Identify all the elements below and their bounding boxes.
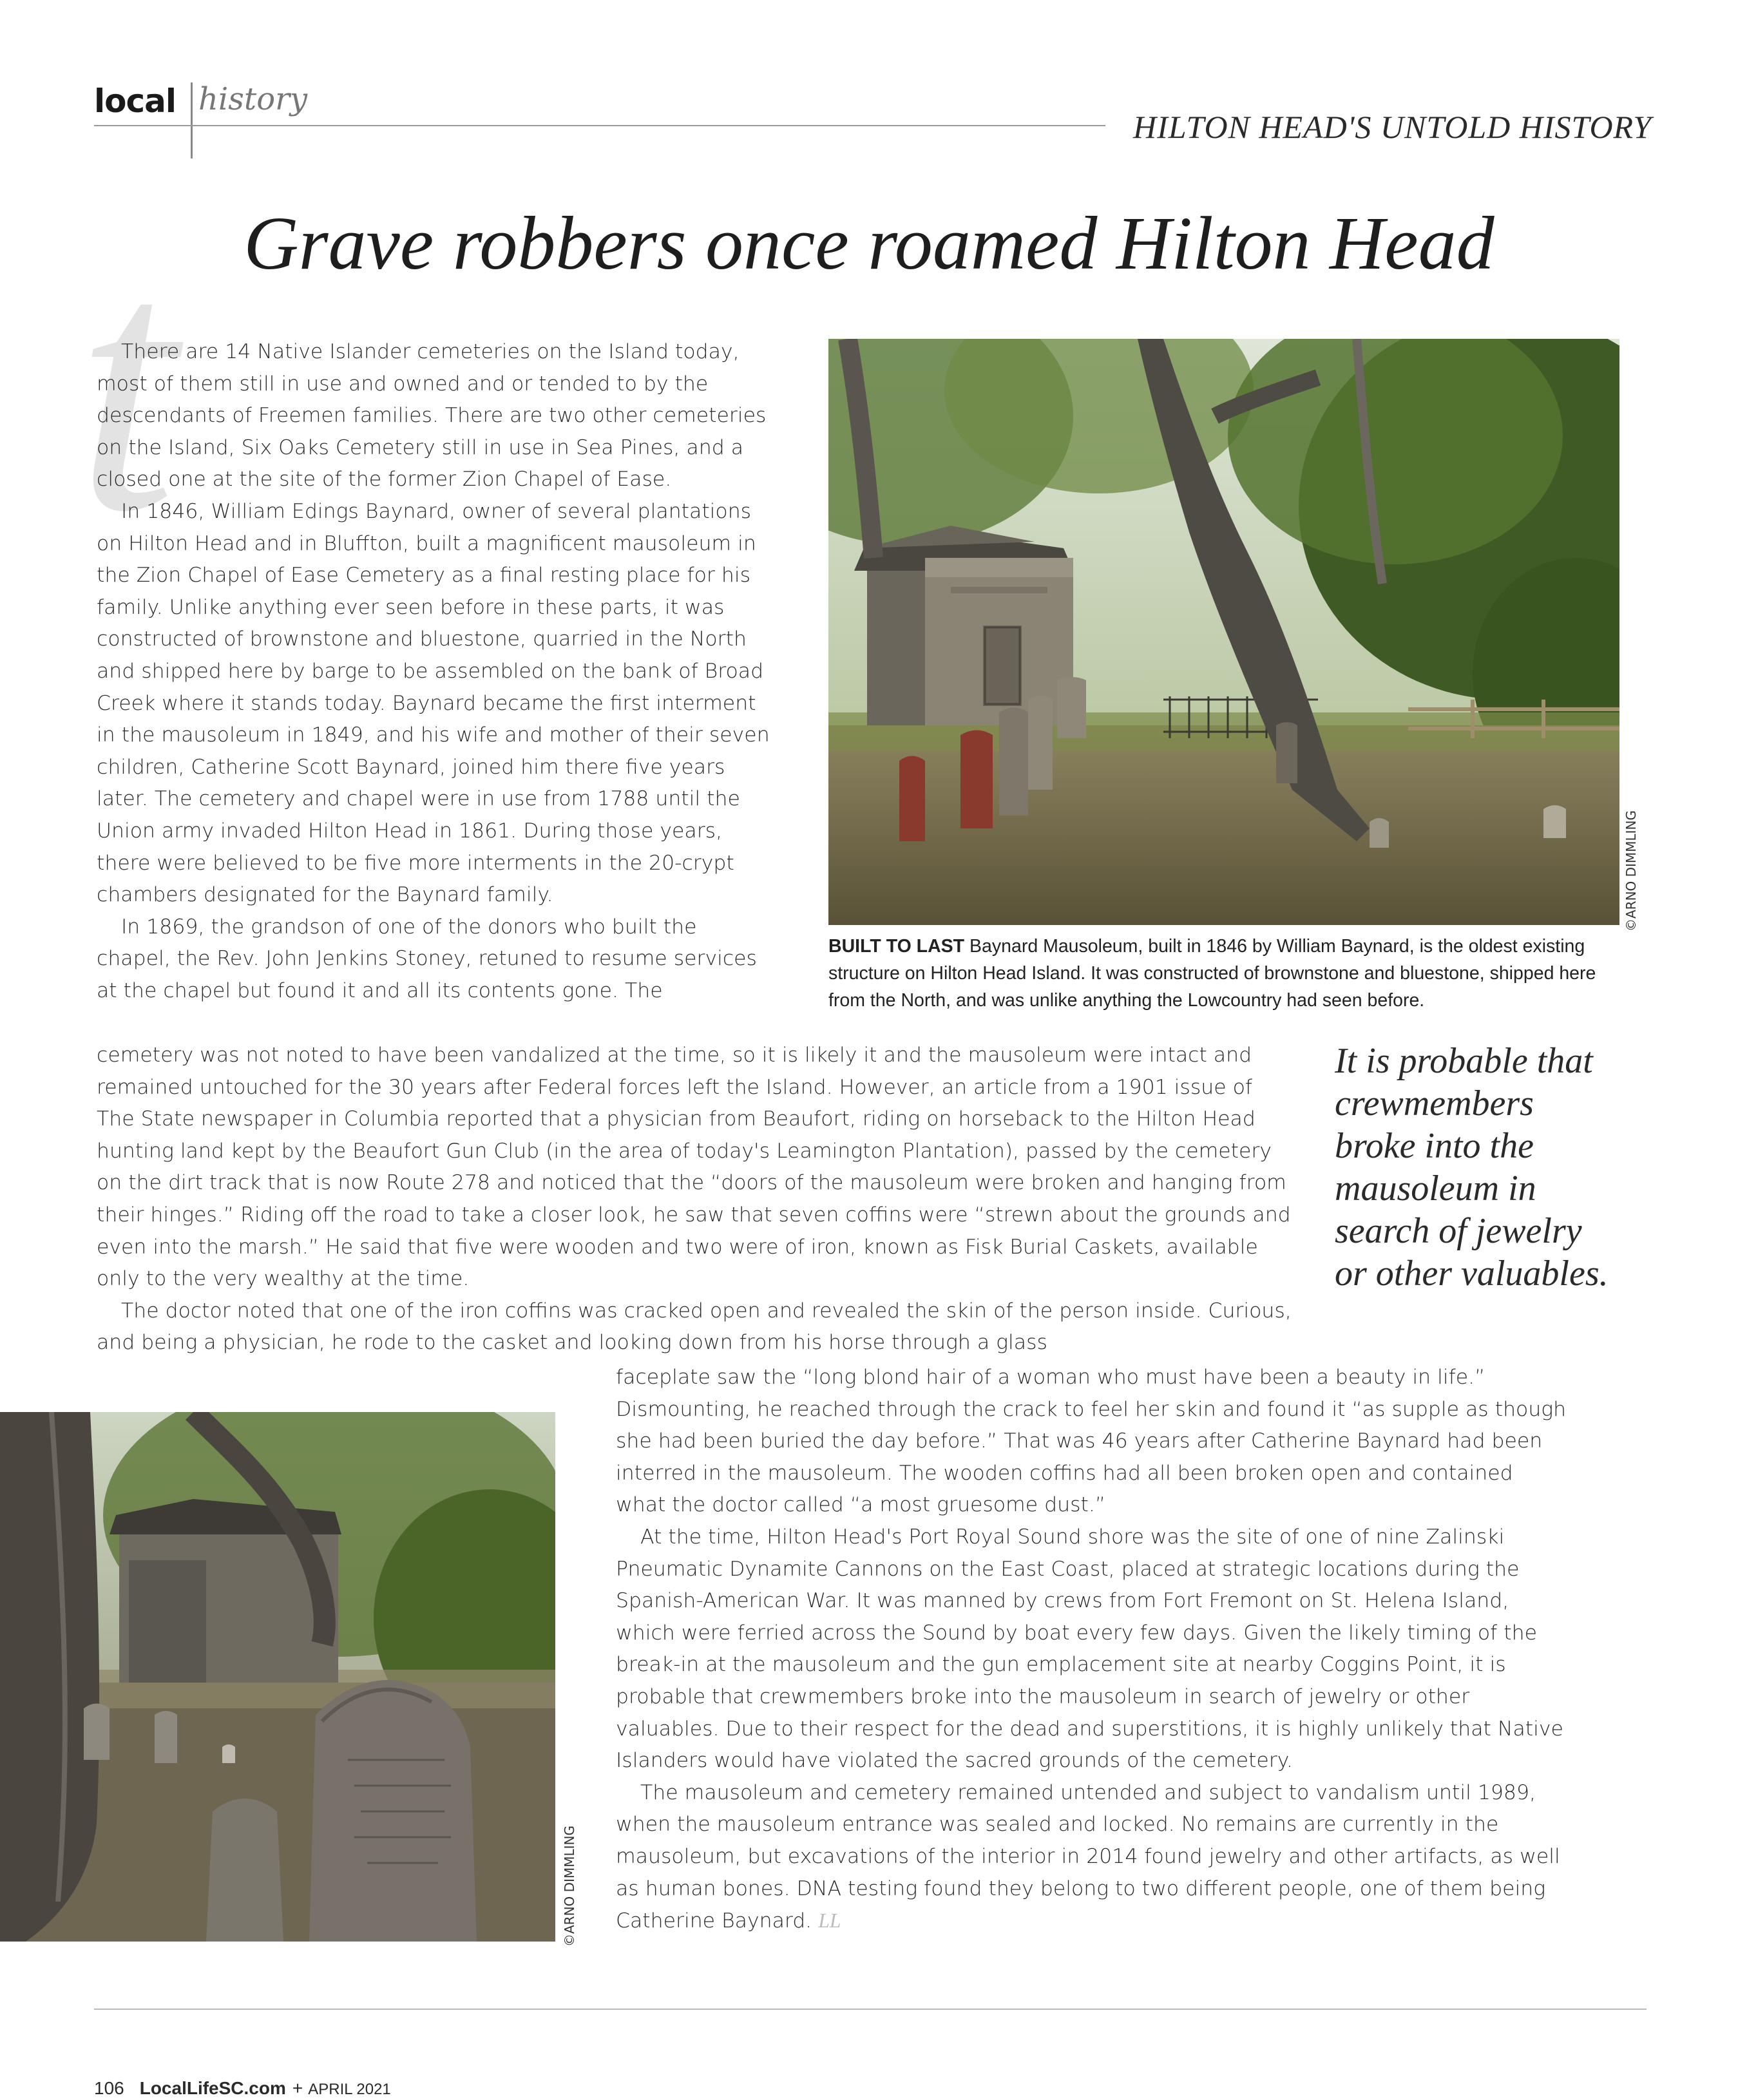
footer-separator: + bbox=[292, 2078, 303, 2098]
section-divider bbox=[191, 82, 193, 158]
body-block-1 bbox=[97, 336, 773, 1007]
section-label: local bbox=[94, 82, 177, 120]
paragraph: At the time, Hilton Head's Port Royal Sound shore was the site of one of nine Zalinski Pneumatic Dynamite Cannons on the East Coast, placed at strategic locations during the Spanish-American War. It was manned by crews from Fort Fremont on St. Helena Island, which were ferried across the Sound by boat every few days. Given the likely timing of the break-in at the mausoleum and the gun emplacement site at nearby Coggins Point, it is probable that crewmembers broke into the mausoleum in search of jewelry or other valuables. Due to their respect for the dead and superstitions, it is highly unlikely that Native Islanders would have violated the sacred grounds of the cemetery. bbox=[616, 1525, 1563, 1773]
paragraph: The doctor noted that one of the iron coffins was cracked open and revealed the skin of the person inside. Curious, and being a physician, he rode to the casket and looking down from his horse through a glass bbox=[97, 1299, 1292, 1355]
paragraph: In 1846, William Edings Baynard, owner of several plantations on Hilton Head and in Bluffton, built a magnificent mausoleum in the Zion Chapel of Ease Cemetery as a final resting place for his family. Unlike anything ever seen before in these parts, it was constructed of brownstone and bluestone, quarried in the North and shipped here by barge to be assembled on the bank of Broad Creek where it stands today. Baynard became the first interment in the mausoleum in 1849, and his wife and mother of their seven children, Catherine Scott Baynard, joined him there five years later. The cemetery and chapel were in use from 1788 until the Union army invaded Hilton Head in 1861. During those years, there were believed to be five more interments in the 20-crypt chambers designated for the Baynard family. bbox=[97, 499, 770, 907]
article-title: Grave robbers once roamed Hilton Head bbox=[244, 201, 1494, 285]
photo-caption bbox=[828, 933, 1601, 1014]
paragraph: cemetery was not noted to have been vandalized at the time, so it is likely it and the mausoleum were intact and remained untouched for the 30 years after Federal forces left the Island. However, an article from a 1901 issue of The State newspaper in Columbia reported that a physician from Beaufort, riding on horseback to the Hilton Head hunting land kept by the Beaufort Gun Club (in the area of today's Leamington Plantation), passed by the cemetery on the dirt track that is now Route 278 and noticed that the “doors of the mausoleum were broken and hanging from their hinges.” Riding off the road to take a closer look, he saw that seven coffins were “strewn about the grounds and even into the marsh.” He said that five were wooden and two were of iron, known as Fisk Burial Caskets, available only to the very wealthy at the time. bbox=[97, 1044, 1291, 1291]
decorative-drop-letter: t bbox=[76, 187, 177, 586]
site-link[interactable]: LocalLifeSC.com bbox=[139, 2078, 286, 2098]
caption-lead: BUILT TO LAST bbox=[828, 936, 965, 957]
issue-date: APRIL 2021 bbox=[308, 2081, 391, 2098]
pull-quote: It is probable that crewmembers broke into the mausoleum in search of jewelry or other valuables. bbox=[1335, 1041, 1609, 1293]
body-block-3 bbox=[616, 1362, 1569, 1938]
mausoleum-photo bbox=[828, 339, 1619, 925]
paragraph bbox=[616, 1777, 1569, 1938]
paragraph-text: The mausoleum and cemetery remained untended and subject to vandalism until 1989, when the mausoleum entrance was sealed and locked. No remains are currently in the mausoleum, but excavations of the interior in 2014 found jewelry and other artifacts, as well as human bones. DNA testing found they belong to two different people, one of them being Catherine Baynard. bbox=[616, 1780, 1560, 1933]
end-mark: LL bbox=[818, 1909, 841, 1933]
body-block-2 bbox=[97, 1040, 1295, 1359]
photo-credit-2: ©ARNO DIMMLING bbox=[562, 1826, 577, 1947]
paragraph: faceplate saw the “long blond hair of a woman who must have been a beauty in life.” Dismounting, he reached through the crack to feel her skin and found it “as supple as though she had been buried the day before.” That was 46 years after Catherine Baynard had been interred in the mausoleum. The wooden coffins had all been broken open and contained what the doctor called “a most gruesome dust.” bbox=[616, 1366, 1567, 1517]
header-rule bbox=[94, 125, 1105, 126]
footer-rule bbox=[94, 2009, 1647, 2010]
paragraph: In 1869, the grandson of one of the donors who built the chapel, the Rev. John Jenkins Stoney, retuned to resume services at the chapel but found it and all its contents gone. The bbox=[97, 915, 757, 1002]
page-footer bbox=[94, 2078, 391, 2099]
page-number: 106 bbox=[94, 2078, 124, 2098]
headstone-photo bbox=[0, 1412, 555, 1942]
caption-text: Baynard Mausoleum, built in 1846 by William Baynard, is the oldest existing structure on Hilton Head Island. It was constructed of brownstone and bluestone, shipped here from the North, and was unlike anything the Lowcountry had seen before. bbox=[828, 936, 1596, 1011]
running-head: HILTON HEAD'S UNTOLD HISTORY bbox=[1132, 109, 1652, 145]
subsection-label: history bbox=[198, 81, 308, 117]
paragraph: There are 14 Native Islander cemeteries on the Island today, most of them still in use and owned and or tended to by the descendants of Freemen families. There are two other cemeteries on the Island, Six Oaks Cemetery still in use in Sea Pines, and a closed one at the site of the former Zion Chapel of Ease. bbox=[97, 340, 767, 492]
photo-credit-1: ©ARNO DIMMLING bbox=[1623, 810, 1639, 931]
